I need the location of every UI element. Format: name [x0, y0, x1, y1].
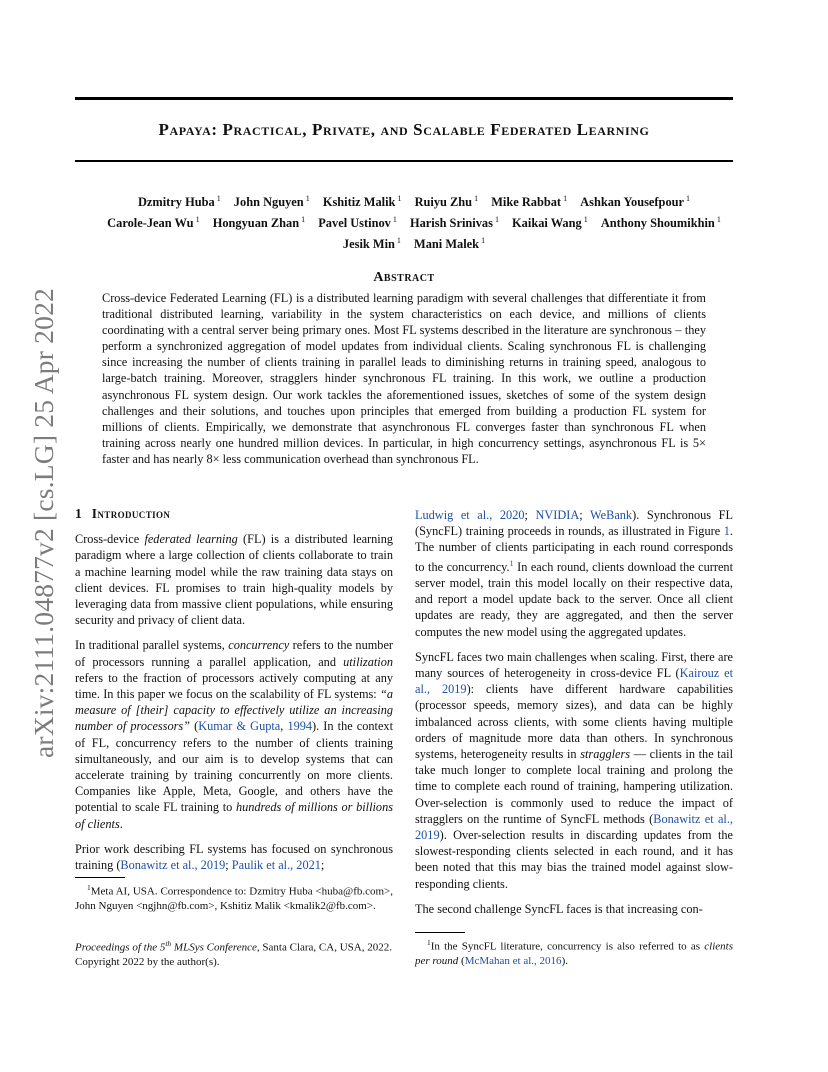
author: Harish Srinivas $^1$	[409, 215, 499, 231]
concurrency-footnote: $^1$In the SyncFL literature, concurrency is also referred to as clients per round (McMahan et al., 2016).	[415, 938, 733, 968]
paragraph: Cross-device federated learning (FL) is a distributed learning paradigm where a large collection of clients collaborate to train a machine learning model while the raw training data stays on client devices. FL promises to train high-quality models by leveraging data from massive client populations, while ensuring security and privacy of client data.	[75, 532, 393, 628]
author: Hongyuan Zhan $^1$	[212, 215, 306, 231]
abstract-text: Cross-device Federated Learning (FL) is a distributed learning paradigm with several challenges that differentiate it from traditional distributed learning, variability in the system characteristics on each device, and millions of clients coordinating with a central server being primary ones. Most FL systems described in the literature are synchronous – they perform a synchronized aggregation of model updates from individual clients. Scaling synchronous FL is challenging since increasing the number of clients training in parallel leads to diminishing returns in training speed, analogous to large-batch training. Moreover, stragglers hinder synchronous FL training. In this work, we outline a production asynchronous FL system design. Our work tackles the aforementioned issues, sketches of some of the system design challenges and their solutions, and touches upon principles that emerged from building a production FL system for millions of clients. Empirically, we demonstrate that asynchronous FL converges faster than synchronous FL when training across nearly one hundred million devices. In particular, in high concurrency settings, asynchronous FL is 5× faster and has nearly 8× less communication overhead than synchronous FL.	[102, 291, 706, 466]
footnote-rule	[75, 877, 125, 878]
author: Pavel Ustinov $^1$	[318, 215, 397, 231]
author: Jesik Min $^1$	[342, 236, 401, 252]
citation-link[interactable]: NVIDIA	[535, 508, 580, 522]
left-column	[75, 506, 393, 882]
paper-title: Papaya: Practical, Private, and Scalable Federated Learning	[158, 120, 650, 139]
proceedings-note: Proceedings of the 5th MLSys Conference, Santa Clara, CA, USA, 2022. Copyright 2022 by the author(s).	[75, 939, 392, 969]
citation-link[interactable]: Bonawitz et al., 2019	[415, 811, 733, 842]
citation-link[interactable]: Kairouz et al., 2019	[415, 665, 733, 697]
paragraph: The second challenge SyncFL faces is that increasing con-	[415, 901, 703, 916]
paragraph: Prior work describing FL systems has focused on synchronous training (Bonawitz et al., 2019; Paulik et al., 2021;	[75, 841, 393, 873]
author: Ruiyu Zhu $^1$	[414, 194, 479, 210]
author: John Nguyen $^1$	[233, 194, 310, 210]
author: Mani Malek $^1$	[414, 236, 486, 252]
paragraph: In traditional parallel systems, concurrency refers to the number of processors running a parallel application, and utilization refers to the fraction of processors actively computing at any time. In this paper we focus on the scalability of FL systems: “a measure of [their] capacity to effectively utilize an increasing number of processors” (Kumar & Gupta, 1994). In the context of FL, concurrency refers to the number of clients training simultaneously, and our aim is to develop systems that can accelerate training by training concurrently on more clients. Companies like Apple, Meta, Google, and others have the potential to scale FL training to hundreds of millions or billions of clients.	[75, 638, 394, 831]
author-list	[60, 190, 768, 253]
title-bottom-rule	[75, 160, 733, 162]
author: Ashkan Yousefpour $^1$	[580, 194, 691, 210]
right-column	[415, 507, 733, 926]
paragraph: Ludwig et al., 2020; NVIDIA; WeBank). Synchronous FL (SyncFL) training proceeds in rounds, as illustrated in Figure 1. The number of clients participating in each round corresponds to the concurrency.$^1$ In each round, clients download the current server model, train this model locally on their respective data, and report a model update back to the server. Once all client updates are ready, they are aggregated, and then the server computes the new model using the aggregated updates.	[415, 508, 734, 639]
author: Carole-Jean Wu $^1$	[107, 215, 200, 231]
citation-link[interactable]: Kumar & Gupta	[198, 719, 281, 734]
author: Kaikai Wang $^1$	[512, 215, 588, 231]
affiliation-footnote: $^1$Meta AI, USA. Correspondence to: Dzmitry Huba <huba@fb.com>, John Nguyen <ngjhn@fb.com>, Kshitiz Malik <kmalik2@fb.com>.	[75, 883, 393, 913]
citation-link[interactable]: Paulik et al., 2021	[231, 858, 321, 873]
footnote-rule	[415, 932, 465, 933]
figure-link[interactable]: 1	[723, 524, 730, 539]
citation-link[interactable]: McMahan et al., 2016	[464, 955, 562, 968]
citation-link[interactable]: WeBank	[590, 508, 633, 522]
abstract-heading: Abstract	[373, 270, 435, 285]
author: Mike Rabbat $^1$	[491, 194, 568, 210]
author: Anthony Shoumikhin $^1$	[600, 215, 721, 231]
paragraph: SyncFL faces two main challenges when scaling. First, there are many sources of heterogeneity in cross-device FL (Kairouz et al., 2019): clients have different hardware capabilities (processor speeds, memory sizes), and data can be highly imbalanced across clients, with some clients having multiple orders of magnitude more data than others. In synchronous systems, heterogeneity results in stragglers — clients in the tail take much longer to complete local training and prolong the time to complete each round of training, hampering utilization. Over-selection is commonly used to reduce the impact of stragglers on the runtime of SyncFL methods (Bonawitz et al., 2019). Over-selection results in discarding updates from the slowest-responding clients selected in each round, and it has been noted that this may bias the trained model against slow-responding clients.	[415, 649, 734, 891]
section-heading: 1 Introduction	[75, 506, 171, 521]
author: Dzmitry Huba $^1$	[137, 194, 221, 210]
citation-link[interactable]: Ludwig et al., 2020	[415, 508, 525, 522]
arxiv-stamp: arXiv:2111.04877v2 [cs.LG] 25 Apr 2022	[28, 287, 60, 758]
author: Kshitiz Malik $^1$	[322, 194, 402, 210]
citation-link[interactable]: 1994	[287, 719, 313, 734]
footnote-link[interactable]: 1	[509, 558, 514, 568]
title-top-rule	[75, 97, 733, 100]
citation-link[interactable]: Bonawitz et al., 2019	[120, 858, 226, 873]
